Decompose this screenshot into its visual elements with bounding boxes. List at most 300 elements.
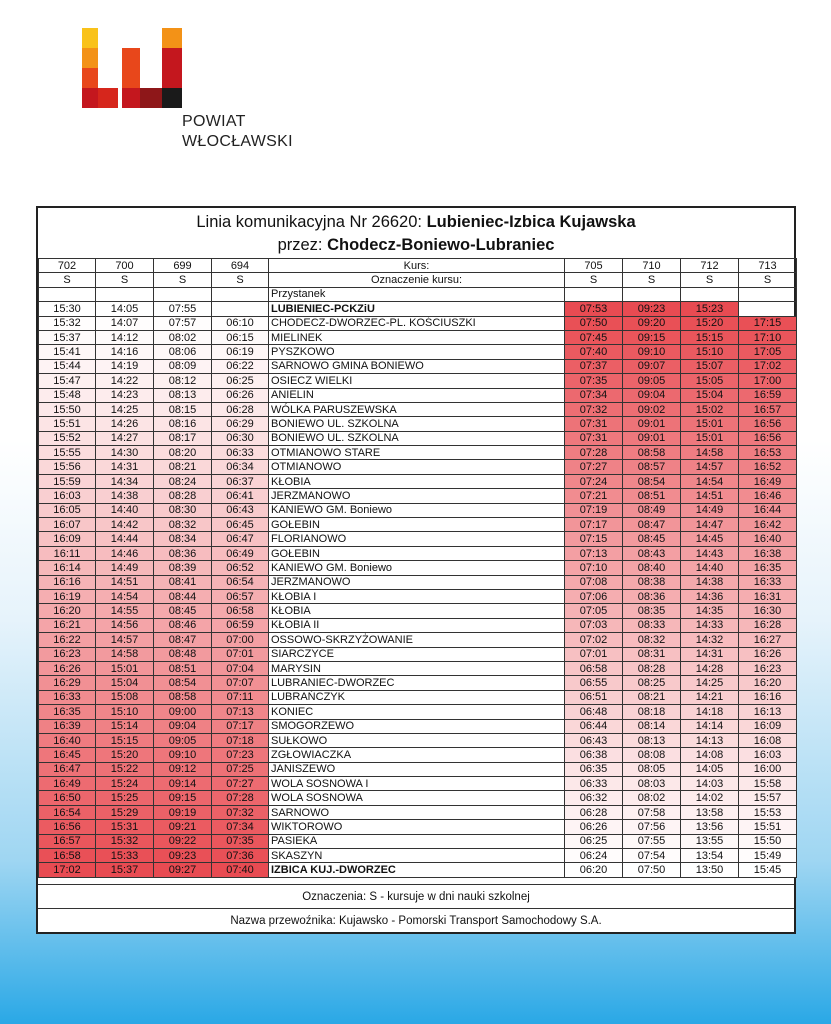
time-cell: 16:52 bbox=[739, 460, 797, 474]
empty-cell bbox=[739, 287, 797, 301]
time-cell: 15:44 bbox=[39, 359, 96, 373]
stop-name: OSSOWO-SKRZYŻOWANIE bbox=[269, 633, 565, 647]
time-cell: 14:13 bbox=[681, 733, 739, 747]
table-row bbox=[39, 575, 797, 589]
stop-name: WIKTOROWO bbox=[269, 820, 565, 834]
time-cell: 07:01 bbox=[565, 647, 623, 661]
time-cell: 16:40 bbox=[39, 733, 96, 747]
time-cell: 07:58 bbox=[623, 805, 681, 819]
time-cell: 08:31 bbox=[623, 647, 681, 661]
time-cell: 15:07 bbox=[681, 359, 739, 373]
time-cell: 15:04 bbox=[96, 676, 154, 690]
time-cell: 15:32 bbox=[96, 834, 154, 848]
table-row bbox=[39, 661, 797, 675]
time-cell: 08:47 bbox=[154, 633, 212, 647]
time-cell: 08:02 bbox=[154, 330, 212, 344]
time-cell: 14:31 bbox=[681, 647, 739, 661]
stop-name: FLORIANOWO bbox=[269, 532, 565, 546]
header-row-kurs bbox=[39, 259, 797, 273]
time-cell: 14:58 bbox=[681, 446, 739, 460]
time-cell: 09:27 bbox=[154, 863, 212, 877]
time-cell: 16:03 bbox=[39, 489, 96, 503]
time-cell: 14:46 bbox=[96, 546, 154, 560]
time-cell: 09:10 bbox=[154, 748, 212, 762]
time-cell: 07:24 bbox=[565, 474, 623, 488]
time-cell: 14:43 bbox=[681, 546, 739, 560]
kurs-mark: S bbox=[96, 273, 154, 287]
time-cell: 16:22 bbox=[39, 633, 96, 647]
time-cell: 07:10 bbox=[565, 561, 623, 575]
time-cell: 14:16 bbox=[96, 345, 154, 359]
time-cell: 16:50 bbox=[39, 791, 96, 805]
time-cell: 14:40 bbox=[96, 503, 154, 517]
time-cell: 16:56 bbox=[39, 820, 96, 834]
time-cell: 14:42 bbox=[96, 518, 154, 532]
time-cell: 15:31 bbox=[96, 820, 154, 834]
time-cell: 15:01 bbox=[681, 431, 739, 445]
timetable-body bbox=[39, 259, 797, 878]
table-row bbox=[39, 359, 797, 373]
time-cell: 06:59 bbox=[212, 618, 269, 632]
time-cell: 07:07 bbox=[212, 676, 269, 690]
table-row bbox=[39, 330, 797, 344]
timetable-title bbox=[38, 208, 794, 261]
time-cell: 16:47 bbox=[39, 762, 96, 776]
time-cell: 14:40 bbox=[681, 561, 739, 575]
time-cell: 16:23 bbox=[739, 661, 797, 675]
time-cell: 09:04 bbox=[154, 719, 212, 733]
time-cell: 14:58 bbox=[96, 647, 154, 661]
stop-name: MIELINEK bbox=[269, 330, 565, 344]
time-cell: 16:16 bbox=[739, 690, 797, 704]
stop-name: SIARCZYCE bbox=[269, 647, 565, 661]
time-cell: 15:32 bbox=[39, 316, 96, 330]
table-row bbox=[39, 316, 797, 330]
time-cell: 14:25 bbox=[681, 676, 739, 690]
time-cell: 06:57 bbox=[212, 589, 269, 603]
powiat-logo bbox=[82, 28, 182, 108]
time-cell: 16:05 bbox=[39, 503, 96, 517]
time-cell: 07:56 bbox=[623, 820, 681, 834]
logo-block bbox=[162, 48, 182, 88]
time-cell bbox=[212, 302, 269, 316]
time-cell: 15:37 bbox=[96, 863, 154, 877]
time-cell: 17:02 bbox=[39, 863, 96, 877]
time-cell: 07:25 bbox=[212, 762, 269, 776]
table-row bbox=[39, 561, 797, 575]
time-cell: 14:57 bbox=[681, 460, 739, 474]
stop-name: LUBIENIEC-PCKZiU bbox=[269, 302, 565, 316]
time-cell: 14:56 bbox=[96, 618, 154, 632]
time-cell: 08:28 bbox=[154, 489, 212, 503]
time-cell: 15:51 bbox=[739, 820, 797, 834]
time-cell: 13:54 bbox=[681, 849, 739, 863]
time-cell: 09:15 bbox=[154, 791, 212, 805]
time-cell: 09:07 bbox=[623, 359, 681, 373]
time-cell: 16:59 bbox=[739, 388, 797, 402]
time-cell: 16:20 bbox=[39, 604, 96, 618]
table-row bbox=[39, 777, 797, 791]
time-cell: 14:49 bbox=[681, 503, 739, 517]
time-cell: 15:53 bbox=[739, 805, 797, 819]
time-cell: 16:35 bbox=[739, 561, 797, 575]
time-cell: 13:56 bbox=[681, 820, 739, 834]
kurs-number: 694 bbox=[212, 259, 269, 273]
table-row bbox=[39, 402, 797, 416]
table-row bbox=[39, 388, 797, 402]
time-cell: 06:15 bbox=[212, 330, 269, 344]
stop-name: ANIELIN bbox=[269, 388, 565, 402]
time-cell: 15:37 bbox=[39, 330, 96, 344]
time-cell: 16:33 bbox=[739, 575, 797, 589]
time-cell: 16:57 bbox=[39, 834, 96, 848]
time-cell: 14:21 bbox=[681, 690, 739, 704]
empty-cell bbox=[154, 287, 212, 301]
time-cell: 14:02 bbox=[681, 791, 739, 805]
time-cell: 14:45 bbox=[681, 532, 739, 546]
time-cell: 08:21 bbox=[154, 460, 212, 474]
time-cell: 15:15 bbox=[681, 330, 739, 344]
time-cell: 15:48 bbox=[39, 388, 96, 402]
time-cell: 09:05 bbox=[154, 733, 212, 747]
time-cell: 14:19 bbox=[96, 359, 154, 373]
table-row bbox=[39, 503, 797, 517]
time-cell: 06:30 bbox=[212, 431, 269, 445]
time-cell: 08:13 bbox=[154, 388, 212, 402]
time-cell: 14:27 bbox=[96, 431, 154, 445]
time-cell: 09:04 bbox=[623, 388, 681, 402]
table-row bbox=[39, 849, 797, 863]
empty-cell bbox=[39, 287, 96, 301]
table-row bbox=[39, 748, 797, 762]
time-cell: 08:15 bbox=[154, 402, 212, 416]
time-cell: 16:03 bbox=[739, 748, 797, 762]
stop-name: SARNOWO GMINA BONIEWO bbox=[269, 359, 565, 373]
time-cell: 07:02 bbox=[565, 633, 623, 647]
time-cell: 09:20 bbox=[623, 316, 681, 330]
time-cell: 07:18 bbox=[212, 733, 269, 747]
stop-name: KANIEWO GM. Boniewo bbox=[269, 503, 565, 517]
time-cell: 15:10 bbox=[96, 705, 154, 719]
time-cell: 06:28 bbox=[212, 402, 269, 416]
logo-block bbox=[162, 28, 182, 48]
title-line2-prefix: przez: bbox=[277, 236, 328, 254]
time-cell: 06:58 bbox=[565, 661, 623, 675]
time-cell: 09:00 bbox=[154, 705, 212, 719]
kurs-mark: S bbox=[154, 273, 212, 287]
time-cell bbox=[739, 302, 797, 316]
logo-block bbox=[140, 88, 162, 108]
time-cell: 16:07 bbox=[39, 518, 96, 532]
time-cell: 07:17 bbox=[212, 719, 269, 733]
time-cell: 14:26 bbox=[96, 417, 154, 431]
empty-cell bbox=[212, 287, 269, 301]
table-row bbox=[39, 374, 797, 388]
time-cell: 14:47 bbox=[681, 518, 739, 532]
time-cell: 08:06 bbox=[154, 345, 212, 359]
time-cell: 14:51 bbox=[681, 489, 739, 503]
title-line1-route: Lubieniec-Izbica Kujawska bbox=[426, 213, 636, 231]
time-cell: 08:13 bbox=[623, 733, 681, 747]
time-cell: 16:19 bbox=[39, 589, 96, 603]
stop-name: KŁOBIA bbox=[269, 474, 565, 488]
time-cell: 14:35 bbox=[681, 604, 739, 618]
empty-cell bbox=[623, 287, 681, 301]
table-row bbox=[39, 431, 797, 445]
time-cell: 16:11 bbox=[39, 546, 96, 560]
table-row bbox=[39, 791, 797, 805]
time-cell: 06:28 bbox=[565, 805, 623, 819]
time-cell: 09:22 bbox=[154, 834, 212, 848]
time-cell: 07:15 bbox=[565, 532, 623, 546]
time-cell: 16:28 bbox=[739, 618, 797, 632]
time-cell: 15:52 bbox=[39, 431, 96, 445]
time-cell: 16:09 bbox=[739, 719, 797, 733]
logo-text bbox=[182, 112, 293, 152]
time-cell: 09:10 bbox=[623, 345, 681, 359]
stop-name: SKASZYN bbox=[269, 849, 565, 863]
time-cell: 08:14 bbox=[623, 719, 681, 733]
time-cell: 08:44 bbox=[154, 589, 212, 603]
time-cell: 08:12 bbox=[154, 374, 212, 388]
logo-block bbox=[162, 88, 182, 108]
time-cell: 16:38 bbox=[739, 546, 797, 560]
time-cell: 16:09 bbox=[39, 532, 96, 546]
stop-name: SARNOWO bbox=[269, 805, 565, 819]
empty-cell bbox=[96, 287, 154, 301]
time-cell: 06:25 bbox=[212, 374, 269, 388]
time-cell: 07:40 bbox=[565, 345, 623, 359]
time-cell: 08:25 bbox=[623, 676, 681, 690]
time-cell: 08:40 bbox=[623, 561, 681, 575]
time-cell: 08:05 bbox=[623, 762, 681, 776]
time-cell: 16:57 bbox=[739, 402, 797, 416]
time-cell: 08:43 bbox=[623, 546, 681, 560]
kurs-number: 713 bbox=[739, 259, 797, 273]
time-cell: 16:54 bbox=[39, 805, 96, 819]
time-cell: 15:08 bbox=[96, 690, 154, 704]
time-cell: 15:58 bbox=[739, 777, 797, 791]
table-row bbox=[39, 589, 797, 603]
time-cell: 15:59 bbox=[39, 474, 96, 488]
table-row bbox=[39, 733, 797, 747]
timetable-table bbox=[38, 258, 797, 878]
time-cell: 14:05 bbox=[96, 302, 154, 316]
table-row bbox=[39, 474, 797, 488]
time-cell: 06:58 bbox=[212, 604, 269, 618]
time-cell: 14:22 bbox=[96, 374, 154, 388]
time-cell: 15:30 bbox=[39, 302, 96, 316]
time-cell: 07:35 bbox=[212, 834, 269, 848]
stop-name: JERZMANOWO bbox=[269, 575, 565, 589]
time-cell: 16:58 bbox=[39, 849, 96, 863]
time-cell: 06:54 bbox=[212, 575, 269, 589]
time-cell: 09:12 bbox=[154, 762, 212, 776]
time-cell: 14:54 bbox=[96, 589, 154, 603]
time-cell: 09:02 bbox=[623, 402, 681, 416]
time-cell: 14:32 bbox=[681, 633, 739, 647]
time-cell: 09:14 bbox=[154, 777, 212, 791]
time-cell: 15:01 bbox=[96, 661, 154, 675]
time-cell: 07:27 bbox=[212, 777, 269, 791]
time-cell: 14:38 bbox=[681, 575, 739, 589]
time-cell: 15:47 bbox=[39, 374, 96, 388]
kurs-mark: S bbox=[739, 273, 797, 287]
time-cell: 06:22 bbox=[212, 359, 269, 373]
empty-cell bbox=[681, 287, 739, 301]
kurs-number: 710 bbox=[623, 259, 681, 273]
time-cell: 08:47 bbox=[623, 518, 681, 532]
time-cell: 15:49 bbox=[739, 849, 797, 863]
legend-note: Oznaczenia: S - kursuje w dni nauki szkolnej bbox=[38, 884, 794, 909]
table-row bbox=[39, 805, 797, 819]
logo-line2: WŁOCŁAWSKI bbox=[182, 133, 293, 150]
header-row-przystanek bbox=[39, 287, 797, 301]
time-cell: 15:15 bbox=[96, 733, 154, 747]
time-cell: 07:34 bbox=[565, 388, 623, 402]
time-cell: 08:18 bbox=[623, 705, 681, 719]
time-cell: 07:08 bbox=[565, 575, 623, 589]
time-cell: 15:20 bbox=[96, 748, 154, 762]
time-cell: 09:21 bbox=[154, 820, 212, 834]
time-cell: 06:26 bbox=[212, 388, 269, 402]
stop-name: CHODECZ-DWORZEC-PL. KOŚCIUSZKI bbox=[269, 316, 565, 330]
time-cell: 09:01 bbox=[623, 417, 681, 431]
table-row bbox=[39, 690, 797, 704]
time-cell: 16:20 bbox=[739, 676, 797, 690]
stop-name: KŁOBIA bbox=[269, 604, 565, 618]
time-cell: 07:55 bbox=[623, 834, 681, 848]
time-cell: 08:36 bbox=[154, 546, 212, 560]
stop-name: JERZMANOWO bbox=[269, 489, 565, 503]
time-cell: 09:23 bbox=[154, 849, 212, 863]
timetable-sheet bbox=[36, 206, 796, 934]
time-cell: 07:01 bbox=[212, 647, 269, 661]
time-cell: 06:10 bbox=[212, 316, 269, 330]
stop-name: MARYSIN bbox=[269, 661, 565, 675]
stop-name: BONIEWO UL. SZKOLNA bbox=[269, 417, 565, 431]
kurs-number: 702 bbox=[39, 259, 96, 273]
stop-name: KANIEWO GM. Boniewo bbox=[269, 561, 565, 575]
table-row bbox=[39, 834, 797, 848]
empty-cell bbox=[565, 287, 623, 301]
time-cell: 08:45 bbox=[623, 532, 681, 546]
logo-block bbox=[82, 28, 98, 48]
time-cell: 08:36 bbox=[623, 589, 681, 603]
time-cell: 08:20 bbox=[154, 446, 212, 460]
time-cell: 07:40 bbox=[212, 863, 269, 877]
time-cell: 07:32 bbox=[565, 402, 623, 416]
time-cell: 07:54 bbox=[623, 849, 681, 863]
time-cell: 14:03 bbox=[681, 777, 739, 791]
time-cell: 16:39 bbox=[39, 719, 96, 733]
time-cell: 08:51 bbox=[154, 661, 212, 675]
time-cell: 16:42 bbox=[739, 518, 797, 532]
table-row bbox=[39, 345, 797, 359]
time-cell: 06:37 bbox=[212, 474, 269, 488]
time-cell: 06:29 bbox=[212, 417, 269, 431]
time-cell: 07:13 bbox=[212, 705, 269, 719]
kurs-mark: S bbox=[681, 273, 739, 287]
kurs-number: 712 bbox=[681, 259, 739, 273]
time-cell: 07:50 bbox=[565, 316, 623, 330]
time-cell: 14:25 bbox=[96, 402, 154, 416]
time-cell: 17:00 bbox=[739, 374, 797, 388]
time-cell: 06:38 bbox=[565, 748, 623, 762]
time-cell: 09:23 bbox=[623, 302, 681, 316]
time-cell: 15:41 bbox=[39, 345, 96, 359]
time-cell: 16:44 bbox=[739, 503, 797, 517]
table-row bbox=[39, 618, 797, 632]
time-cell: 16:46 bbox=[739, 489, 797, 503]
time-cell: 08:58 bbox=[154, 690, 212, 704]
time-cell: 14:36 bbox=[681, 589, 739, 603]
time-cell: 06:48 bbox=[565, 705, 623, 719]
time-cell: 08:33 bbox=[623, 618, 681, 632]
table-row bbox=[39, 719, 797, 733]
time-cell: 14:31 bbox=[96, 460, 154, 474]
time-cell: 07:45 bbox=[565, 330, 623, 344]
time-cell: 06:41 bbox=[212, 489, 269, 503]
time-cell: 16:45 bbox=[39, 748, 96, 762]
time-cell: 09:05 bbox=[623, 374, 681, 388]
time-cell: 09:15 bbox=[623, 330, 681, 344]
time-cell: 15:20 bbox=[681, 316, 739, 330]
time-cell: 07:34 bbox=[212, 820, 269, 834]
time-cell: 15:01 bbox=[681, 417, 739, 431]
time-cell: 15:57 bbox=[739, 791, 797, 805]
time-cell: 14:44 bbox=[96, 532, 154, 546]
time-cell: 15:14 bbox=[96, 719, 154, 733]
table-row bbox=[39, 489, 797, 503]
time-cell: 07:21 bbox=[565, 489, 623, 503]
time-cell: 13:55 bbox=[681, 834, 739, 848]
title-line1-prefix: Linia komunikacyjna Nr 26620: bbox=[196, 213, 427, 231]
kurs-number: 700 bbox=[96, 259, 154, 273]
time-cell: 08:57 bbox=[623, 460, 681, 474]
time-cell: 16:27 bbox=[739, 633, 797, 647]
time-cell: 06:20 bbox=[565, 863, 623, 877]
time-cell: 15:45 bbox=[739, 863, 797, 877]
time-cell: 08:08 bbox=[623, 748, 681, 762]
time-cell: 14:28 bbox=[681, 661, 739, 675]
time-cell: 08:46 bbox=[154, 618, 212, 632]
logo-block bbox=[82, 68, 98, 88]
stop-name: WÓLKA PARUSZEWSKA bbox=[269, 402, 565, 416]
time-cell: 16:53 bbox=[739, 446, 797, 460]
time-cell: 14:30 bbox=[96, 446, 154, 460]
stop-name: SUŁKOWO bbox=[269, 733, 565, 747]
time-cell: 15:05 bbox=[681, 374, 739, 388]
time-cell: 06:33 bbox=[212, 446, 269, 460]
table-row bbox=[39, 546, 797, 560]
time-cell: 08:32 bbox=[623, 633, 681, 647]
time-cell: 07:35 bbox=[565, 374, 623, 388]
time-cell: 08:34 bbox=[154, 532, 212, 546]
time-cell: 17:02 bbox=[739, 359, 797, 373]
time-cell: 16:40 bbox=[739, 532, 797, 546]
table-row bbox=[39, 863, 797, 877]
time-cell: 08:03 bbox=[623, 777, 681, 791]
time-cell: 08:45 bbox=[154, 604, 212, 618]
table-row bbox=[39, 532, 797, 546]
time-cell: 07:23 bbox=[212, 748, 269, 762]
time-cell: 15:10 bbox=[681, 345, 739, 359]
kurs-number: 705 bbox=[565, 259, 623, 273]
time-cell: 06:33 bbox=[565, 777, 623, 791]
title-line2-via: Chodecz-Boniewo-Lubraniec bbox=[327, 236, 555, 254]
time-cell: 08:24 bbox=[154, 474, 212, 488]
